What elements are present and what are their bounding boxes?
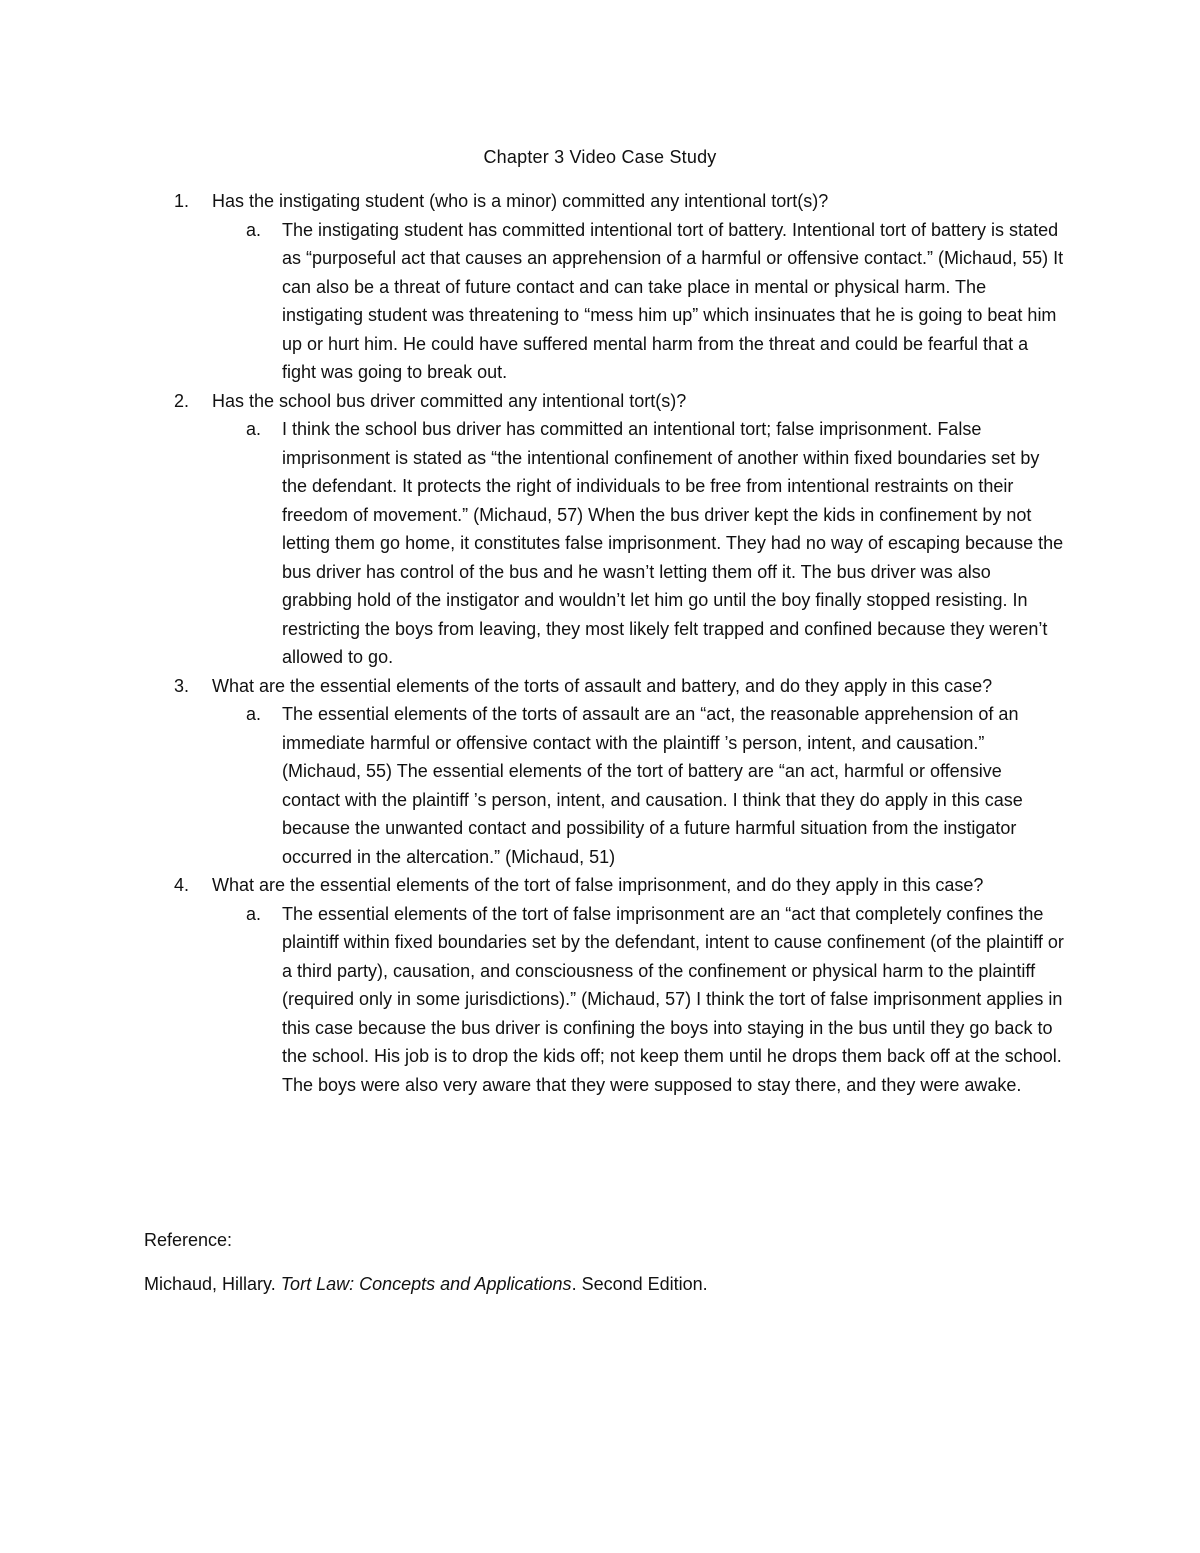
reference-entry [144,1271,708,1297]
reference-author: Michaud, Hillary. [144,1274,281,1294]
question-text: Has the school bus driver committed any intentional tort(s)? [212,390,687,411]
answer-item [212,900,1064,1100]
question-item [144,871,1064,900]
answer-block [144,415,1064,672]
question-number: 4. [174,875,190,895]
question-item [144,387,1064,416]
question-number: 3. [174,675,190,696]
answer-block [144,700,1064,871]
answer-item [212,415,1064,672]
answer-item [212,700,1064,871]
answer-text: The instigating student has committed intentional tort of battery. Intentional tort of battery is stated as “purposeful act that causes an apprehension of a harmful or offensive contact.” (Michaud, 55) It can also be a threat of future contact and can take place in mental or physical harm. The instigating student was threatening to “mess him up” which insinuates that he is going to beat him up or hurt him. He could have suffered mental harm from the threat and could be fearful that a fight was going to break out. [282,219,1064,382]
reference-edition: . Second Edition. [571,1274,708,1294]
answer-block [144,900,1064,1100]
question-text: Has the instigating student (who is a minor) committed any intentional tort(s)? [212,191,829,211]
answer-letter: a. [246,419,262,439]
question-item [144,672,1064,701]
question-number: 2. [174,390,190,411]
reference-heading: Reference: [144,1230,233,1250]
answer-letter: a. [246,219,262,240]
reference-book-title: Tort Law: Concepts and Applications [280,1274,572,1294]
question-item [144,187,1064,216]
answer-text: The essential elements of the tort of false imprisonment are an “act that completely confines the plaintiff within fixed boundaries set by the defendant, intent to cause confinement (of the plaintiff or a third party), causation, and consciousness of the confinement or physical harm to the plaintiff (required only in some jurisdictions).” (Michaud, 57) I think the tort of false imprisonment applies in this case because the bus driver is confining the boys into staying in the bus until they go back to the school. His job is to drop the kids off; not keep them until he drops them back off at the school. The boys were also very aware that they were supposed to stay there, and they were awake. [282,903,1064,1095]
question-number: 1. [174,191,190,211]
answer-block [144,216,1064,387]
answer-letter: a. [246,903,262,924]
document-title: Chapter 3 Video Case Study [483,147,717,167]
question-text: What are the essential elements of the tort of false imprisonment, and do they apply in this case? [212,875,984,895]
answer-text: I think the school bus driver has committed an intentional tort; false imprisonment. False imprisonment is stated as “the intentional confinement of another within fixed boundaries set by the defendant. It protects the right of individuals to be free from intentional restraints on their freedom of movement.” (Michaud, 57) When the bus driver kept the kids in confinement by not letting them go home, it constitutes false imprisonment. They had no way of escaping because the bus driver has control of the bus and he wasn’t letting them off it. The bus driver was also grabbing hold of the instigator and wouldn’t let him go until the boy finally stopped resisting. In restricting the boys from leaving, they most likely felt trapped and confined because they weren’t allowed to go. [282,419,1064,667]
answer-text: The essential elements of the torts of assault are an “act, the reasonable apprehension of an immediate harmful or offensive contact with the plaintiff ’s person, intent, and causation.” (Michaud, 55) The essential elements of the tort of battery are “an act, harmful or offensive contact with the plaintiff ’s person, intent, and causation. I think that they do apply in this case because the unwanted contact and possibility of a future harmful situation from the instigator occurred in the altercation.” (Michaud, 51) [282,704,1023,867]
question-list [144,187,1064,1099]
answer-letter: a. [246,704,262,724]
question-text: What are the essential elements of the torts of assault and battery, and do they apply in this case? [212,675,993,696]
answer-item [212,216,1064,387]
